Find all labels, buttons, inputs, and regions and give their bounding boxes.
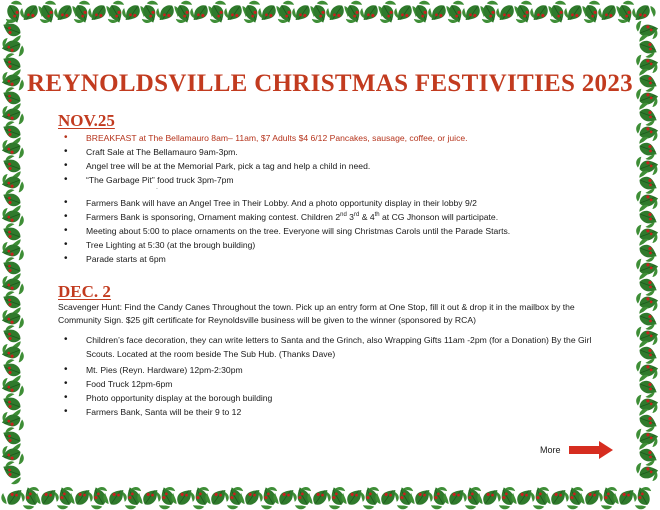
list-item: • Photo opportunity display at the borough building: [58, 391, 272, 405]
list-item: • Children’s face decoration, they can write letters to Santa and the Grinch, also Wrapping Gifts 11am -2pm (for a Donation) By the Girl Scouts. Located at the room beside The Sub Hub. (Thanks Dave): [58, 333, 606, 361]
scavenger-hunt-text: Scavenger Hunt: Find the Candy Canes Throughout the town. Pick up an entry form at One Stop, fill it out & drop it in the mailbox by the Community Sign. $25 gift certificate for Reynoldsville business will be given to the winner (sponsored by RCA): [58, 302, 575, 325]
item-text: 3: [346, 212, 354, 222]
ordinal: rd: [353, 212, 360, 219]
list-item: • BREAKFAST at The Bellamauro 8am– 11am, $7 Adults $4 6/12 Pancakes, sausage, coffee, or juice.: [58, 131, 468, 145]
dec2-list-b: [58, 363, 272, 419]
item-text: Farmers Bank is sponsoring, Ornament making contest. Children 2: [86, 212, 341, 222]
list-item: • Farmers Bank will have an Angel Tree in Their Lobby. And a photo opportunity display in their lobby 9/2: [58, 196, 510, 210]
item-text: at CG Jhonson will participate.: [379, 212, 499, 222]
list-item: • Meeting about 5:00 to place ornaments on the tree. Everyone will sing Christmas Carols until the Parade Starts.: [58, 224, 510, 238]
ordinal: nd: [340, 212, 347, 219]
more-button[interactable]: [540, 441, 613, 459]
nov25-list-b: [58, 196, 510, 266]
dec2-list-a: [58, 333, 606, 361]
list-item: • Mt. Pies (Reyn. Hardware) 12pm-2:30pm: [58, 363, 272, 377]
list-item: • Tree Lighting at 5:30 (at the brough building): [58, 238, 510, 252]
nov25-list-a: [58, 131, 468, 187]
section-heading-nov25: NOV.25: [58, 111, 115, 130]
list-item: • Angel tree will be at the Memorial Park, pick a tag and help a child in need.: [58, 159, 468, 173]
list-item: • “The Garbage Pit” food truck 3pm-7pm: [58, 173, 468, 187]
list-item: • Food Truck 12pm-6pm: [58, 377, 272, 391]
page-title: REYNOLDSVILLE CHRISTMAS FESTIVITIES 2023: [27, 70, 633, 97]
list-item: • Farmers Bank, Santa will be their 9 to 12: [58, 405, 272, 419]
section-heading-dec2: DEC. 2: [58, 282, 111, 301]
more-label: More: [540, 445, 561, 455]
list-item: • Parade starts at 6pm: [58, 252, 510, 266]
stray-mark: .: [156, 184, 158, 191]
item-text: & 4: [359, 212, 375, 222]
list-item: • Craft Sale at The Bellamauro 9am-3pm.: [58, 145, 468, 159]
ordinal: th: [374, 212, 380, 219]
arrow-right-icon: [569, 441, 613, 459]
list-item: [58, 210, 510, 224]
